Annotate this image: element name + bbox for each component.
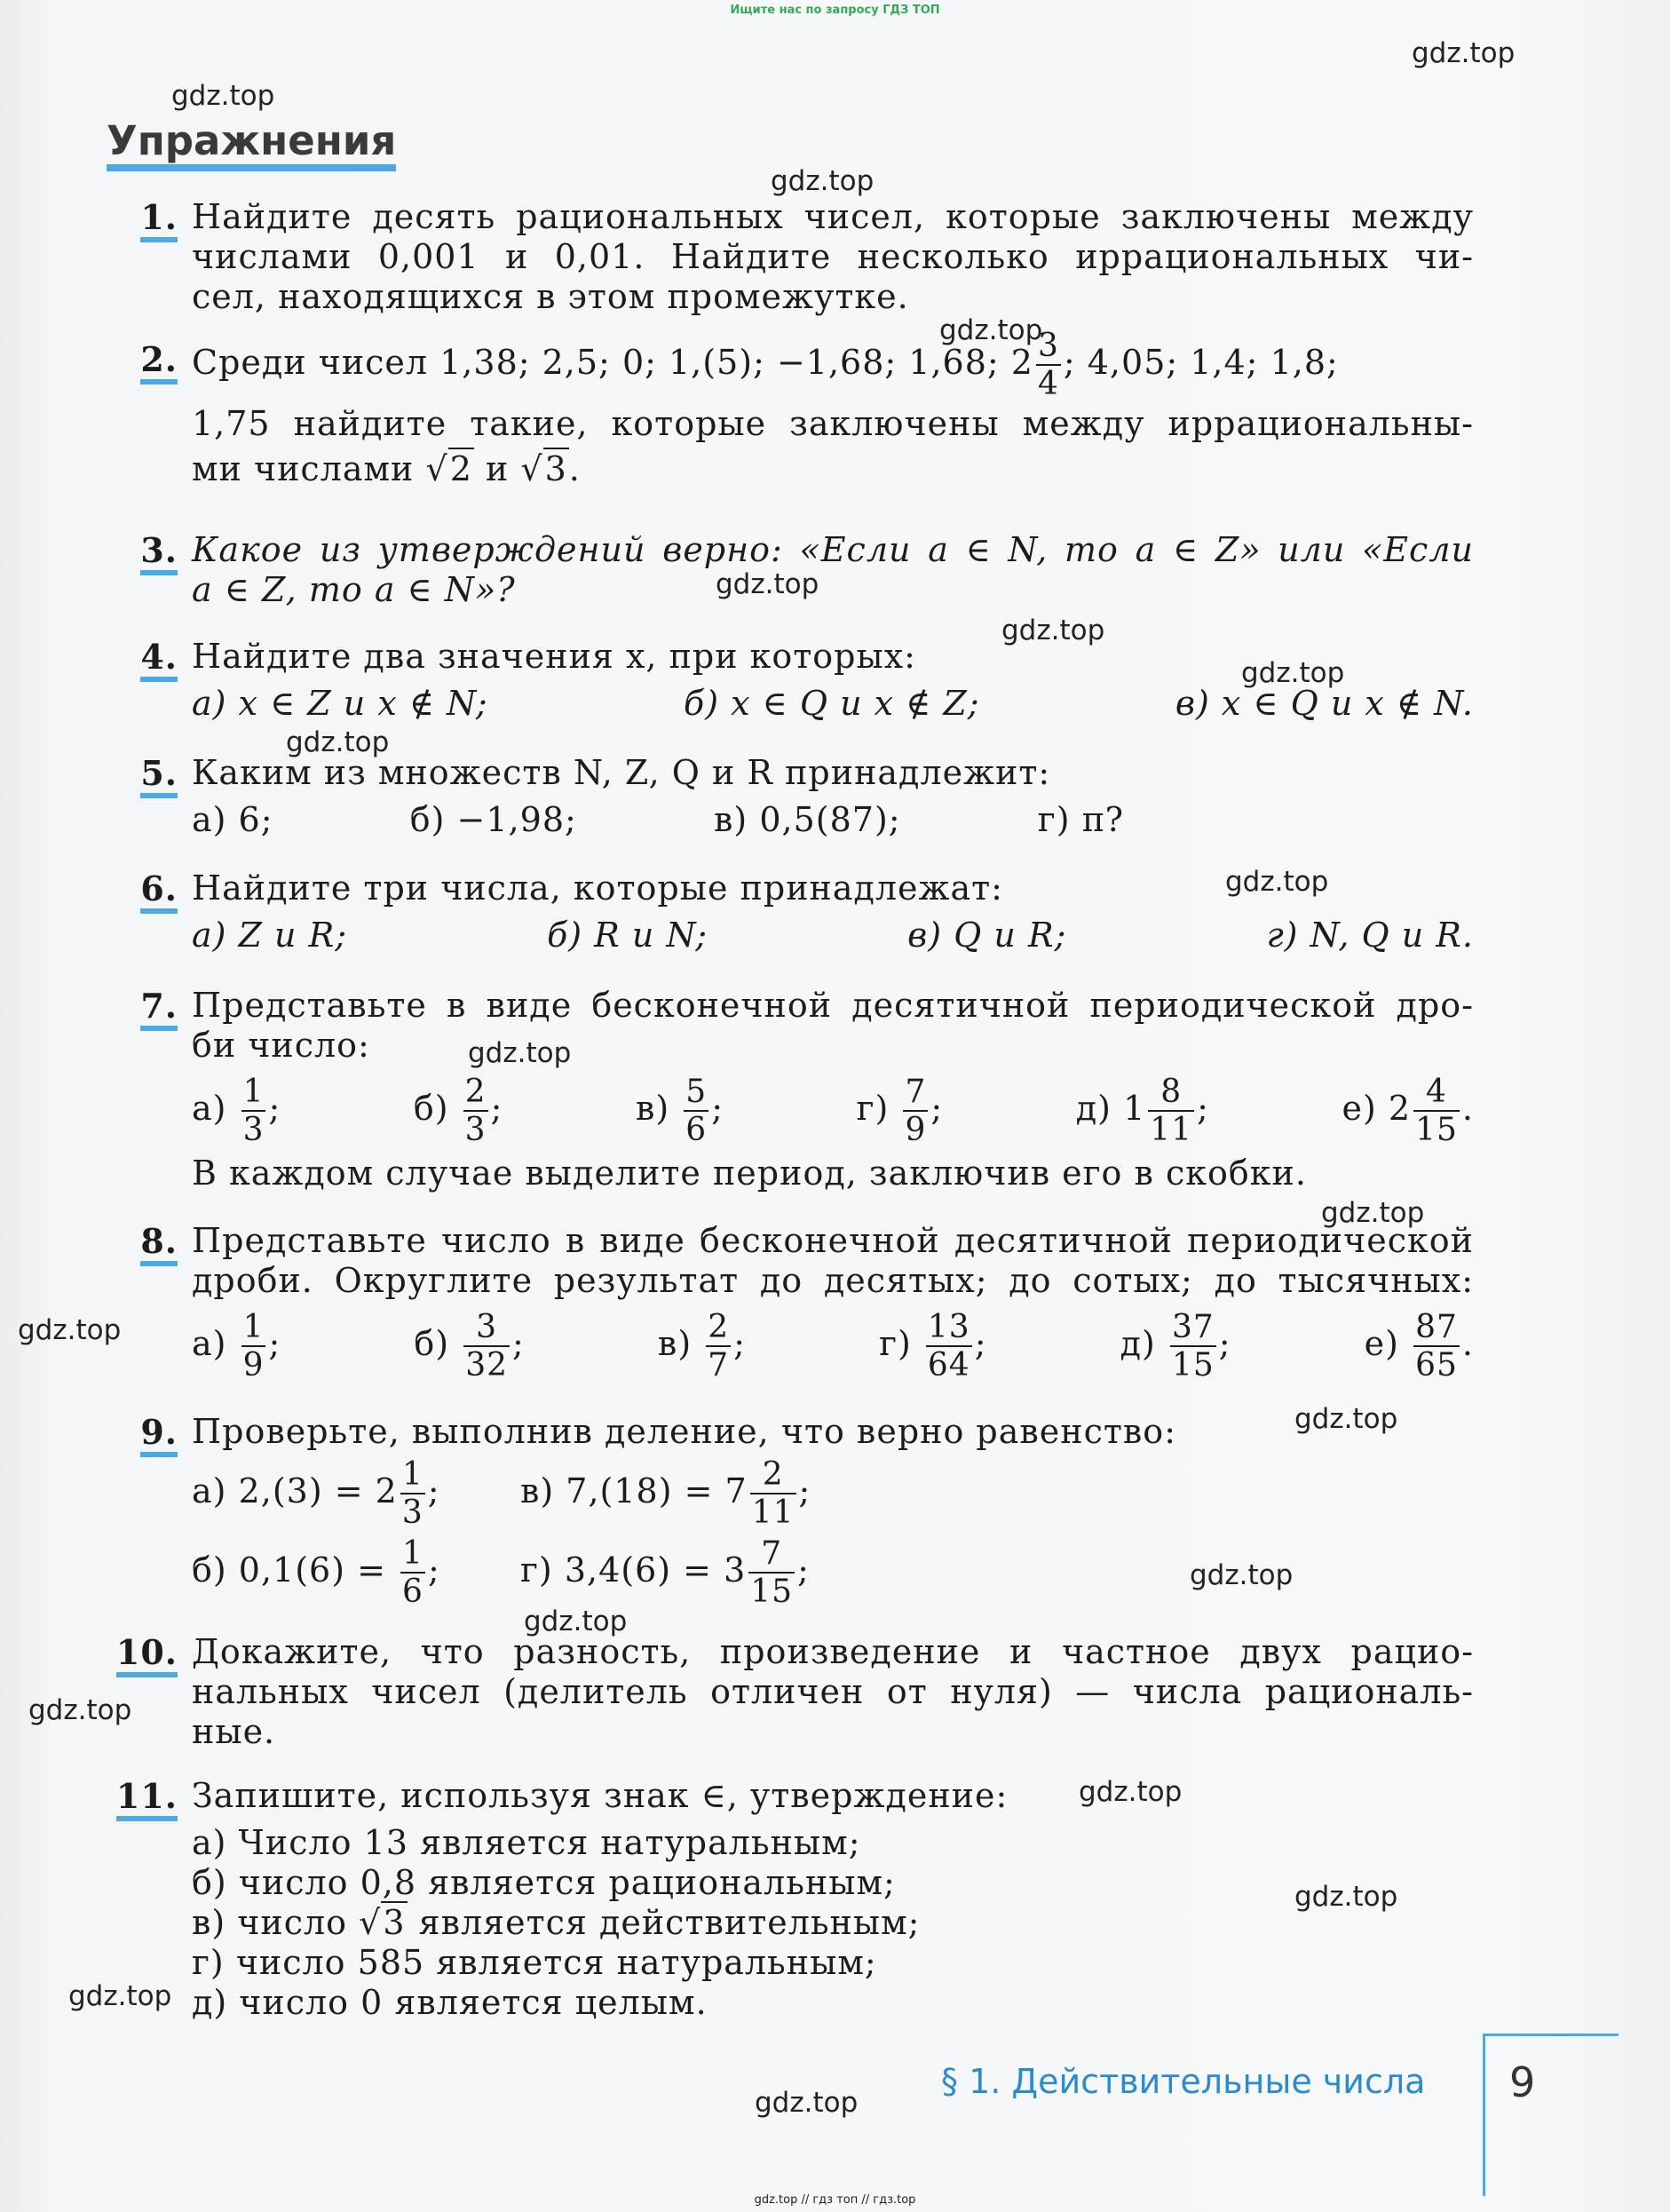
exercise-number: 2. <box>107 339 178 379</box>
text-line: a ∈ Z, то a ∈ N»? <box>192 570 516 609</box>
fraction: $\frac{1}{9}$ <box>242 1309 265 1383</box>
exercise-3 <box>107 530 1474 610</box>
fraction-option: а) $\frac{1}{9}$ ; <box>192 1309 281 1383</box>
watermark: gdz.top <box>1321 1197 1425 1229</box>
sqrt: √3 <box>520 449 567 488</box>
option-d: г) π? <box>1037 800 1124 839</box>
fraction-option: в) $\frac{5}{6}$ ; <box>635 1074 724 1148</box>
watermark: gdz.top <box>939 314 1043 346</box>
fraction-options <box>192 1076 1474 1146</box>
fraction: $\frac{1}{6}$ <box>402 1535 423 1610</box>
exercise-8 <box>107 1221 1474 1382</box>
statement-c: в) число √3 является действительным; <box>192 1903 921 1942</box>
text-line: Проверьте, выполнив деление, что верно равенство: <box>192 1412 1176 1451</box>
text-line: би число: <box>192 1026 370 1065</box>
option-b: б) x ∈ Q и x ∉ Z; <box>684 684 980 723</box>
fraction-option: а) $\frac{1}{3}$ ; <box>192 1074 281 1148</box>
option-b: б) −1,98; <box>409 800 577 839</box>
exercise-number: 6. <box>107 868 178 908</box>
watermark: gdz.top <box>286 726 390 758</box>
exercise-2 <box>107 330 1474 489</box>
option-d: г) N, Q и R. <box>1266 916 1474 955</box>
watermark: gdz.top <box>1412 37 1516 69</box>
text-line: дроби. Округлите результат до десятых; до сотых; до тысячных: <box>192 1261 1474 1300</box>
sqrt: √2 <box>425 449 472 488</box>
watermark: gdz.top <box>68 1980 172 2012</box>
section-title: § 1. Действительные числа <box>941 2062 1426 2101</box>
option-a: а) x ∈ Z и x ∉ N; <box>192 684 488 723</box>
page-number-box <box>1483 2034 1619 2196</box>
text-line: Найдите три числа, которые принадлежат: <box>192 868 1003 908</box>
fraction-option: б) $\frac{2}{3}$ ; <box>413 1074 503 1148</box>
watermark: gdz.top <box>1241 657 1345 689</box>
watermark: gdz.top <box>1294 1881 1398 1913</box>
fraction-option: в) $\frac{2}{7}$ ; <box>657 1309 746 1383</box>
exercise-number: 8. <box>107 1221 178 1261</box>
exercise-1 <box>107 197 1474 317</box>
text-line: Найдите два значения x, при которых: <box>192 637 916 676</box>
fraction: $\frac{7}{15}$ <box>750 1535 794 1610</box>
watermark: gdz.top <box>771 165 875 197</box>
answer-options <box>192 684 1474 724</box>
text-line: Представьте число в виде бесконечной десятичной периодической <box>192 1221 1474 1260</box>
fraction: $\frac{1}{3}$ <box>401 1456 423 1531</box>
watermark: gdz.top <box>1079 1776 1183 1808</box>
exercise-5 <box>107 753 1474 840</box>
equation-line: а) 2,(3) = 2 $\frac{1}{3}$ ; в) 7,(18) = 7 $\frac{2}{11}$ ; <box>192 1456 811 1531</box>
fraction: $\frac{5}{6}$ <box>685 1074 708 1148</box>
exercise-number: 1. <box>107 197 178 237</box>
exercise-number: 3. <box>107 530 178 570</box>
fraction: $\frac{1}{3}$ <box>242 1074 265 1148</box>
answer-options <box>192 916 1474 955</box>
fraction: $\frac{13}{64}$ <box>927 1309 970 1383</box>
option-c: в) Q и R; <box>907 916 1067 955</box>
watermark: gdz.top <box>716 568 819 600</box>
exercise-number: 10. <box>107 1632 178 1672</box>
text-line: Представьте в виде бесконечной десятичной периодической дро- <box>192 986 1474 1025</box>
watermark: gdz.top <box>28 1694 132 1726</box>
statement-b: б) число 0,8 является рациональным; <box>192 1863 896 1902</box>
watermark: gdz.top <box>755 2087 859 2119</box>
exercise-7 <box>107 986 1474 1193</box>
watermark: gdz.top <box>171 80 275 112</box>
text-line: Запишите, используя знак ∈, утверждение: <box>192 1776 1009 1815</box>
text-line: Каким из множеств N, Z, Q и R принадлежит: <box>192 753 1051 792</box>
text-line: сел, находящихся в этом промежутке. <box>192 277 909 316</box>
exercise-number: 9. <box>107 1412 178 1452</box>
bottom-note: gdz.top // гдз топ // гдз.top <box>754 2193 916 2207</box>
fraction: $\frac{3}{4}$ <box>1037 328 1059 402</box>
fraction-option: б) $\frac{3}{32}$ ; <box>414 1309 525 1383</box>
fraction: $\frac{7}{9}$ <box>905 1074 927 1148</box>
fraction: $\frac{3}{32}$ <box>465 1309 508 1383</box>
watermark: gdz.top <box>468 1037 572 1069</box>
fraction-options <box>192 1309 1474 1383</box>
exercise-number: 5. <box>107 753 178 793</box>
fraction-option: д) $\frac{37}{15}$ ; <box>1120 1309 1231 1383</box>
fraction: $\frac{37}{15}$ <box>1171 1309 1215 1383</box>
text-line: Найдите десять рациональных чисел, которые заключены между <box>192 197 1474 236</box>
watermark: gdz.top <box>1225 866 1329 898</box>
watermark: gdz.top <box>1001 614 1105 646</box>
exercise-6 <box>107 868 1474 955</box>
fraction-option: е) 2 $\frac{4}{15}$ . <box>1342 1074 1474 1148</box>
equation-line: б) 0,1(6) = $\frac{1}{6}$ ; г) 3,4(6) = 3 $\frac{7}{15}$ ; <box>192 1535 810 1610</box>
text-line: ми числами √2 и √3. <box>192 449 581 488</box>
exercise-10 <box>107 1632 1474 1752</box>
option-b: б) R и N; <box>547 916 708 955</box>
page-title: Упражнения <box>107 120 396 171</box>
exercise-number: 11. <box>107 1776 178 1816</box>
fraction-option: е) $\frac{87}{65}$ . <box>1364 1309 1474 1383</box>
statement-e: д) число 0 является целым. <box>192 1983 708 2022</box>
text-line: Докажите, что разность, произведение и частное двух рацио- <box>192 1632 1474 1671</box>
answer-options <box>192 800 1124 840</box>
text-line: 1,75 найдите такие, которые заключены между иррациональны- <box>192 404 1474 443</box>
exercise-number: 4. <box>107 637 178 677</box>
option-a: а) 6; <box>192 800 273 839</box>
fraction: $\frac{2}{3}$ <box>464 1074 487 1148</box>
fraction-option: г) $\frac{7}{9}$ ; <box>856 1074 944 1148</box>
exercise-4 <box>107 637 1474 724</box>
text-line: В каждом случае выделите период, заключив его в скобки. <box>192 1154 1307 1193</box>
watermark: gdz.top <box>1190 1559 1294 1591</box>
option-c: в) x ∈ Q и x ∉ N. <box>1175 684 1474 723</box>
watermark: gdz.top <box>18 1314 122 1346</box>
fraction-option: г) $\frac{13}{64}$ ; <box>879 1309 987 1383</box>
fraction: $\frac{2}{11}$ <box>751 1456 795 1531</box>
option-a: а) Z и R; <box>192 916 348 955</box>
fraction: $\frac{8}{11}$ <box>1150 1074 1193 1148</box>
text-line: ные. <box>192 1712 276 1751</box>
statement-d: г) число 585 является натуральным; <box>192 1943 877 1982</box>
exercise-number: 7. <box>107 986 178 1026</box>
fraction: $\frac{2}{7}$ <box>708 1309 730 1383</box>
text-line: Какое из утверждений верно: «Если a ∈ N, то a ∈ Z» или «Если <box>192 530 1474 569</box>
top-note: Ищите нас по запросу ГДЗ ТОП <box>730 4 940 17</box>
exercise-9 <box>107 1412 1474 1608</box>
watermark: gdz.top <box>1294 1403 1398 1435</box>
page-number: 9 <box>1509 2058 1536 2106</box>
fraction: $\frac{87}{65}$ <box>1415 1309 1458 1383</box>
exercise-11 <box>107 1776 1474 2023</box>
fraction: $\frac{4}{15}$ <box>1415 1074 1458 1148</box>
option-c: в) 0,5(87); <box>714 800 901 839</box>
text-line: нальных чисел (делитель отличен от нуля) — числа рациональ- <box>192 1672 1474 1711</box>
fraction-option: д) 1 $\frac{8}{11}$ ; <box>1075 1074 1209 1148</box>
sqrt: √3 <box>359 1903 406 1942</box>
text-line: числами 0,001 и 0,01. Найдите несколько иррациональных чи- <box>192 237 1474 276</box>
watermark: gdz.top <box>524 1605 628 1637</box>
statement-a: а) Число 13 является натуральным; <box>192 1823 861 1862</box>
text-line: Среди чисел 1,38; 2,5; 0; 1,(5); −1,68; 1,68; 2 $\frac{3}{4}$ ; 4,05; 1,4; 1,8; <box>192 328 1339 402</box>
